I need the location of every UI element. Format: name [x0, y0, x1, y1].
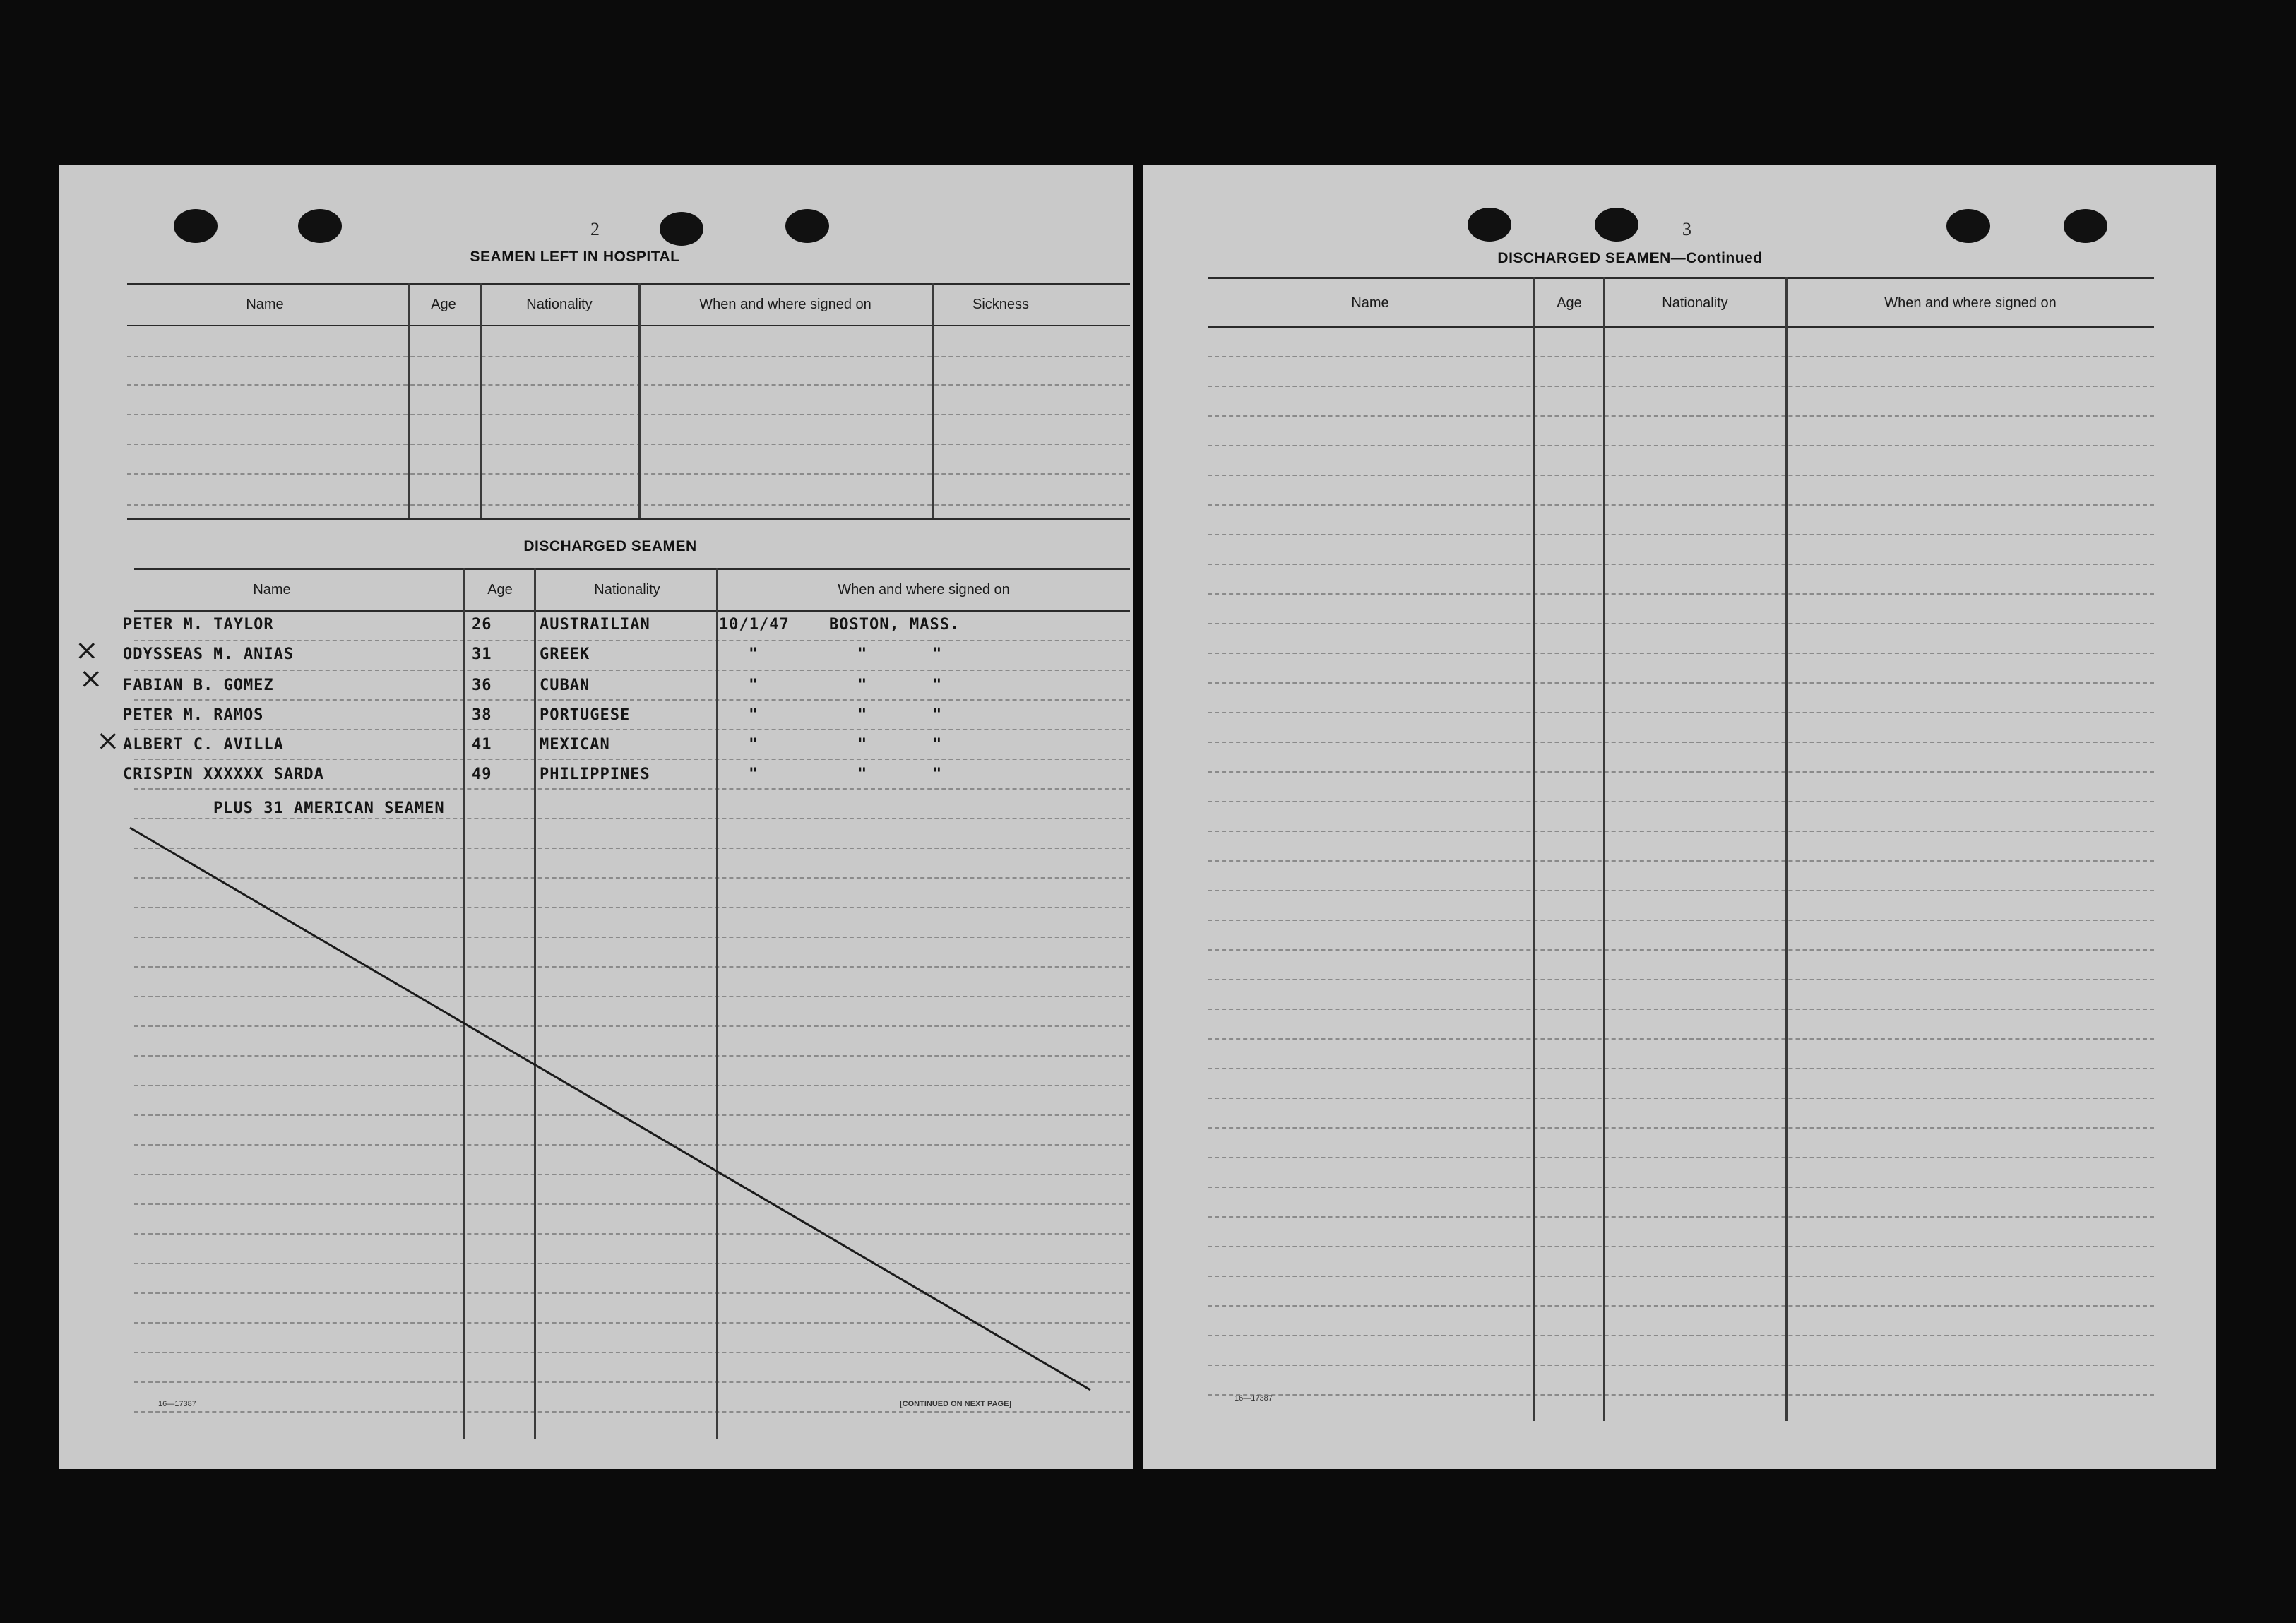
col-header-nationality: Nationality	[1662, 295, 1728, 311]
table-rule	[1208, 831, 2154, 832]
row-age: 26	[472, 616, 492, 634]
table-rule	[1208, 386, 2154, 387]
table-rule	[1208, 1276, 2154, 1277]
row-name: FABIAN B. GOMEZ	[123, 677, 274, 694]
table-rule	[1208, 1127, 2154, 1129]
x-mark: ×	[96, 725, 120, 757]
row-nationality: PORTUGESE	[540, 706, 631, 724]
discharged-section-title: DISCHARGED SEAMEN	[523, 538, 697, 554]
col-header-age: Age	[487, 582, 513, 598]
row-date: "	[749, 706, 759, 724]
row-age: 49	[472, 766, 492, 783]
table-rule	[1208, 1335, 2154, 1336]
row-name: ALBERT C. AVILLA	[123, 736, 284, 754]
row-place: "	[857, 766, 868, 783]
table-rule	[1208, 1068, 2154, 1069]
table-rule	[1208, 593, 2154, 595]
page-number: 2	[590, 219, 600, 239]
col-header-name: Name	[1351, 295, 1389, 311]
col-header-name: Name	[246, 297, 284, 312]
table-rule	[1208, 742, 2154, 743]
x-mark: ×	[79, 662, 103, 695]
row-nationality: GREEK	[540, 646, 590, 663]
row-age: 41	[472, 736, 492, 754]
left-page	[59, 165, 1133, 1469]
right-section-title: DISCHARGED SEAMEN—Continued	[1497, 250, 1763, 266]
table-rule	[1208, 623, 2154, 624]
row-age: 38	[472, 706, 492, 724]
column-rule	[1785, 277, 1788, 1421]
table-rule	[1208, 534, 2154, 535]
col-header-age: Age	[431, 297, 456, 312]
table-rule	[1208, 1246, 2154, 1247]
row-name: CRISPIN XXXXXX SARDA	[123, 766, 324, 783]
table-rule	[1208, 415, 2154, 417]
row-place: "	[857, 706, 868, 724]
table-rule	[1208, 1038, 2154, 1040]
table-rule	[1208, 771, 2154, 773]
col-header-nationality: Nationality	[594, 582, 660, 598]
form-number: 16—17387	[158, 1400, 196, 1408]
row-place: "	[857, 646, 868, 663]
table-rule	[1208, 1305, 2154, 1307]
table-rule	[1208, 890, 2154, 891]
punch-hole	[1468, 208, 1511, 242]
column-rule	[1533, 277, 1535, 1421]
row-date: "	[749, 766, 759, 783]
row-age: 36	[472, 677, 492, 694]
table-rule	[1208, 1394, 2154, 1396]
table-rule	[1208, 1216, 2154, 1218]
table-rule	[1208, 564, 2154, 565]
table-rule	[1208, 1365, 2154, 1366]
row-extra: "	[932, 706, 943, 724]
col-header-signed-on: When and where signed on	[838, 582, 1010, 598]
table-rule	[1208, 920, 2154, 921]
col-header-nationality: Nationality	[526, 297, 593, 312]
row-name: PETER M. TAYLOR	[123, 616, 274, 634]
row-place: "	[857, 736, 868, 754]
x-mark: ×	[75, 634, 99, 667]
table-rule	[1208, 712, 2154, 713]
american-seamen-note: PLUS 31 AMERICAN SEAMEN	[213, 799, 445, 817]
table-rule	[1208, 860, 2154, 862]
row-extra: "	[932, 677, 943, 694]
row-place: BOSTON, MASS.	[829, 616, 960, 634]
table-rule	[1208, 979, 2154, 980]
punch-hole	[1595, 208, 1638, 242]
row-age: 31	[472, 646, 492, 663]
row-nationality: CUBAN	[540, 677, 590, 694]
table-rule	[1208, 326, 2154, 328]
col-header-sickness: Sickness	[972, 297, 1030, 312]
table-rule	[1208, 445, 2154, 446]
table-rule	[1208, 653, 2154, 654]
col-header-age: Age	[1557, 295, 1582, 311]
table-rule	[1208, 949, 2154, 951]
row-nationality: MEXICAN	[540, 736, 610, 754]
row-extra: "	[932, 736, 943, 754]
punch-hole	[1946, 209, 1990, 243]
table-rule	[1208, 1187, 2154, 1188]
right-page	[1143, 165, 2216, 1469]
col-header-signed-on: When and where signed on	[1884, 295, 2057, 311]
row-nationality: AUSTRAILIAN	[540, 616, 650, 634]
table-rule	[1208, 277, 2154, 279]
row-name: PETER M. RAMOS	[123, 706, 264, 724]
table-rule	[1208, 682, 2154, 684]
cancellation-line	[59, 165, 1133, 1469]
row-extra: "	[932, 766, 943, 783]
table-rule	[1208, 504, 2154, 506]
row-date: 10/1/47	[719, 616, 790, 634]
table-rule	[1208, 1009, 2154, 1010]
continued-footer: [CONTINUED ON NEXT PAGE]	[900, 1400, 1012, 1408]
column-rule	[1603, 277, 1605, 1421]
row-date: "	[749, 646, 759, 663]
hospital-section-title: SEAMEN LEFT IN HOSPITAL	[470, 249, 680, 265]
table-rule	[1208, 1157, 2154, 1158]
col-header-name: Name	[253, 582, 291, 598]
row-date: "	[749, 736, 759, 754]
row-name: ODYSSEAS M. ANIAS	[123, 646, 295, 663]
row-date: "	[749, 677, 759, 694]
table-rule	[1208, 801, 2154, 802]
col-header-signed-on: When and where signed on	[699, 297, 872, 312]
punch-hole	[2064, 209, 2107, 243]
table-rule	[1208, 356, 2154, 357]
row-extra: "	[932, 646, 943, 663]
table-rule	[1208, 475, 2154, 476]
row-nationality: PHILIPPINES	[540, 766, 650, 783]
table-rule	[1208, 1098, 2154, 1099]
page-number: 3	[1682, 219, 1691, 239]
row-place: "	[857, 677, 868, 694]
form-number: 16—17387	[1235, 1394, 1273, 1403]
